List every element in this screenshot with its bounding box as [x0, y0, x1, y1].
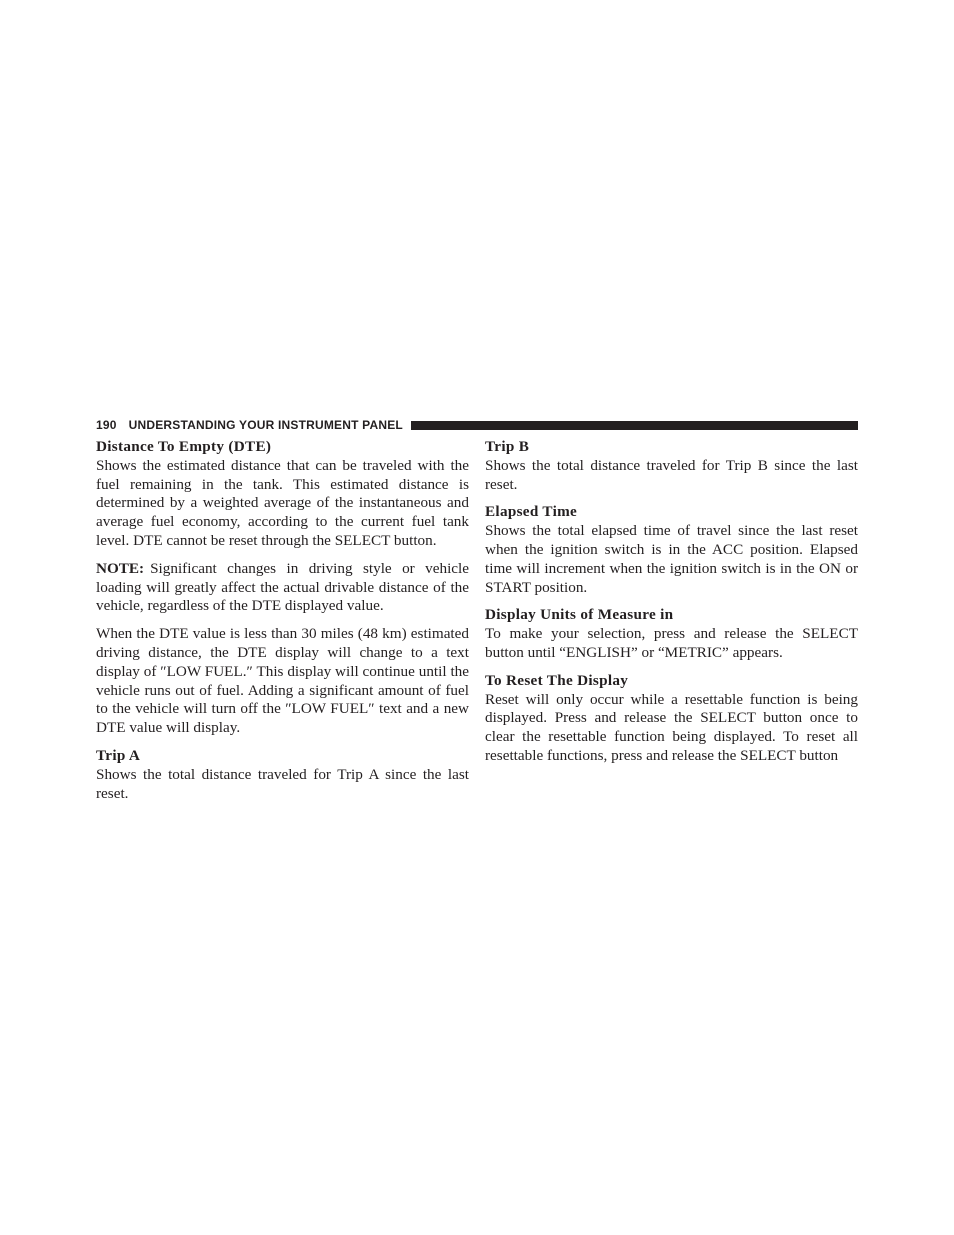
header-rule: [411, 421, 858, 430]
elapsed-time-body: Shows the total elapsed time of travel since the last reset when the ignition switch is in the ACC position. Elapsed time will increment when the ignition switch is in the ON or START position.: [485, 522, 858, 596]
units-body: To make your selection, press and release the SELECT button until “ENGLISH” or “METRIC” appears.: [485, 625, 858, 661]
dte-body: Shows the estimated distance that can be traveled with the fuel remaining in the tank. This estimated distance is determined by a weighted average of the instantaneous and average fuel economy, according to the current fuel tank level. DTE cannot be reset through the SELECT button.: [96, 456, 469, 549]
note-label: NOTE:: [96, 559, 145, 577]
note-body: Significant changes in driving style or vehicle loading will greatly affect the actual drivable distance of the vehicle, regardless of the DTE displayed value.: [96, 559, 469, 615]
units-heading: Display Units of Measure in: [485, 606, 674, 624]
page-number: 190: [96, 418, 117, 432]
trip-b-body: Shows the total distance traveled for Trip B since the last reset.: [485, 456, 858, 493]
low-fuel-body: When the DTE value is less than 30 miles (48 km) estimated driving distance, the DTE display will change to a text display of ″LOW FUEL.″ This display will continue until the vehicle runs out of fuel. Adding a significant amount of fuel to the vehicle will turn off the ″LOW FUEL″ text and a new DTE value will display.: [96, 625, 469, 737]
reset-heading: To Reset The Display: [485, 671, 629, 689]
page-header: [96, 417, 858, 433]
trip-a-heading: Trip A: [96, 746, 141, 764]
trip-b-heading: Trip B: [485, 438, 530, 455]
trip-a-body: Shows the total distance traveled for Trip A since the last reset.: [96, 765, 469, 802]
left-column: [96, 438, 469, 812]
elapsed-time-heading: Elapsed Time: [485, 503, 578, 521]
section-title: UNDERSTANDING YOUR INSTRUMENT PANEL: [128, 418, 403, 432]
dte-heading: Distance To Empty (DTE): [96, 438, 272, 455]
reset-body: Reset will only occur while a resettable function is being displayed. Press and release the SELECT button once to clear the resettable function being displayed. To reset all resettable functions, press and release the SELECT button: [485, 690, 858, 764]
note-paragraph: [96, 560, 469, 616]
right-column: [485, 438, 858, 775]
